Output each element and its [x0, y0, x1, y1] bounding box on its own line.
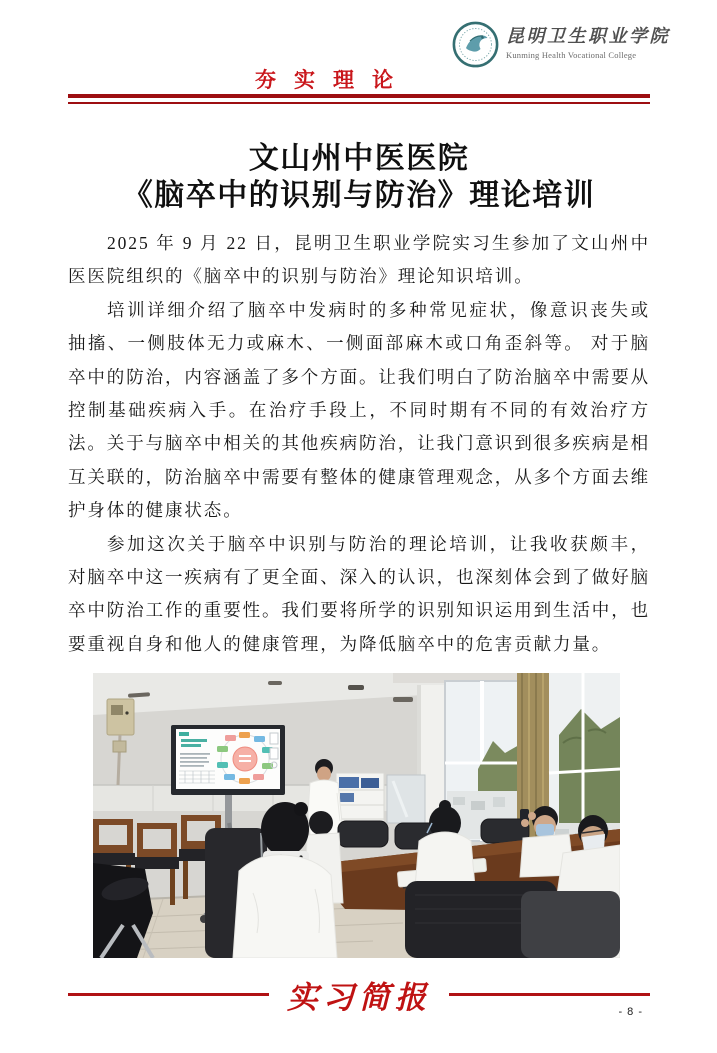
college-brand: [452, 21, 670, 68]
college-seal-icon: [452, 21, 499, 68]
presentation-screen: [171, 725, 285, 795]
training-photo: [93, 673, 620, 958]
college-name-zh: 昆明卫生职业学院: [506, 26, 670, 47]
paragraph: 培训详细介绍了脑卒中发病时的多种常见症状，像意识丧失或抽搐、一侧肢体无力或麻木、一侧面部麻木或口角歪斜等。 对于脑卒中的防治，内容涵盖了多个方面。让我们明白了防治脑卒中需要从控制基础疾病入手。在治疗手段上，不同时期有不同的有效治疗方法。关于与脑卒中相关的其他疾病防治，让我门意识到很多疾病是相互关联的，防治脑卒中需要有整体的健康管理观念，从多个方面去维护身体的健康状态。: [68, 299, 650, 521]
training-photo-image: [93, 673, 620, 958]
article-body: [68, 227, 650, 661]
header-divider: [68, 94, 650, 104]
bulletin-title: 实习简报: [287, 980, 431, 1016]
footer-rule-right: [449, 993, 650, 996]
page-number: - 8 -: [618, 1006, 643, 1018]
office-chair-right: [521, 891, 620, 958]
article-title-line2: 《脑卒中的识别与防治》理论培训: [122, 179, 596, 212]
article: [68, 140, 650, 661]
section-title: 夯实理论: [255, 69, 411, 92]
college-name-en: Kunming Health Vocational College: [506, 50, 637, 60]
paragraph: 参加这次关于脑卒中识别与防治的理论培训，让我收获颇丰，对脑卒中这一疾病有了更全面、深入的认识，也深刻体会到了做好脑卒中防治工作的重要性。我们要将所学的识别知识运用到生活中，也要重视自身和他人的健康管理，为降低脑卒中的危害贡献力量。: [68, 533, 650, 654]
article-title-line1: 文山州中医医院: [248, 142, 470, 175]
foreground-chair: [93, 863, 153, 958]
paragraph: 2025 年 9 月 22 日，昆明卫生职业学院实习生参加了文山州中医医院组织的《脑卒中的识别与防治》理论知识培训。: [68, 233, 650, 287]
footer-rule-left: [68, 993, 269, 996]
